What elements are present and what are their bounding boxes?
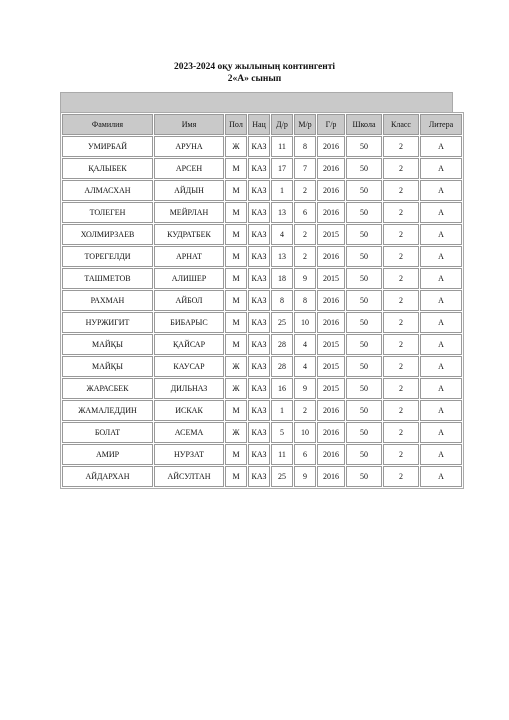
cell-letter: А (420, 444, 462, 465)
cell-letter: А (420, 334, 462, 355)
table-row (62, 202, 462, 223)
cell-gender: М (225, 246, 247, 267)
cell-school: 50 (346, 356, 382, 377)
cell-birth-year: 2016 (317, 312, 345, 333)
cell-letter: А (420, 312, 462, 333)
cell-birth-year: 2016 (317, 400, 345, 421)
cell-school: 50 (346, 334, 382, 355)
cell-gender: М (225, 312, 247, 333)
table-row (62, 246, 462, 267)
table-row (62, 224, 462, 245)
table-row (62, 180, 462, 201)
cell-name: КАУСАР (154, 356, 224, 377)
cell-letter: А (420, 158, 462, 179)
cell-birth-day: 4 (271, 224, 293, 245)
table-row (62, 136, 462, 157)
table-header-row (62, 114, 462, 135)
cell-birth-year: 2015 (317, 378, 345, 399)
cell-class: 2 (383, 422, 419, 443)
table-body (62, 136, 462, 487)
cell-school: 50 (346, 290, 382, 311)
header-birth-day: Д/р (271, 114, 293, 135)
cell-birth-month: 2 (294, 224, 316, 245)
cell-birth-year: 2016 (317, 290, 345, 311)
cell-nationality: КАЗ (248, 268, 270, 289)
cell-birth-year: 2016 (317, 136, 345, 157)
title-line-2: 2«А» сынып (227, 74, 282, 84)
cell-surname: ЖАМАЛЕДДИН (62, 400, 153, 421)
contingent-table-container (60, 92, 453, 489)
cell-birth-year: 2016 (317, 202, 345, 223)
cell-school: 50 (346, 268, 382, 289)
cell-school: 50 (346, 246, 382, 267)
cell-nationality: КАЗ (248, 180, 270, 201)
cell-birth-year: 2016 (317, 158, 345, 179)
table-row (62, 444, 462, 465)
cell-nationality: КАЗ (248, 312, 270, 333)
cell-name: ИСКАК (154, 400, 224, 421)
cell-gender: М (225, 400, 247, 421)
cell-name: АЙСУЛТАН (154, 466, 224, 487)
cell-name: АРУНА (154, 136, 224, 157)
cell-surname: МАЙҚЫ (62, 334, 153, 355)
cell-nationality: КАЗ (248, 444, 270, 465)
cell-name: КУДРАТБЕК (154, 224, 224, 245)
cell-letter: А (420, 422, 462, 443)
cell-nationality: КАЗ (248, 158, 270, 179)
cell-birth-month: 7 (294, 158, 316, 179)
header-school: Школа (346, 114, 382, 135)
cell-birth-day: 8 (271, 290, 293, 311)
cell-nationality: КАЗ (248, 334, 270, 355)
cell-nationality: КАЗ (248, 466, 270, 487)
cell-surname: УМИРБАЙ (62, 136, 153, 157)
cell-surname: БОЛАТ (62, 422, 153, 443)
cell-surname: РАХМАН (62, 290, 153, 311)
header-surname: Фамилия (62, 114, 153, 135)
table-row (62, 378, 462, 399)
cell-surname: МАЙҚЫ (62, 356, 153, 377)
cell-birth-day: 17 (271, 158, 293, 179)
cell-class: 2 (383, 444, 419, 465)
cell-school: 50 (346, 378, 382, 399)
cell-class: 2 (383, 378, 419, 399)
cell-class: 2 (383, 268, 419, 289)
cell-surname: ХОЛМИРЗАЕВ (62, 224, 153, 245)
cell-birth-year: 2015 (317, 334, 345, 355)
cell-school: 50 (346, 202, 382, 223)
cell-school: 50 (346, 312, 382, 333)
cell-surname: ТОРЕГЕЛДИ (62, 246, 153, 267)
document-title (0, 61, 509, 85)
cell-letter: А (420, 290, 462, 311)
cell-name: АЛИШЕР (154, 268, 224, 289)
cell-class: 2 (383, 224, 419, 245)
cell-class: 2 (383, 136, 419, 157)
header-nationality: Нац (248, 114, 270, 135)
cell-birth-day: 13 (271, 202, 293, 223)
cell-name: АЙБОЛ (154, 290, 224, 311)
cell-surname: НУРЖИГИТ (62, 312, 153, 333)
cell-surname: ЖАРАСБЕК (62, 378, 153, 399)
cell-birth-day: 25 (271, 466, 293, 487)
cell-name: АСЕМА (154, 422, 224, 443)
cell-birth-day: 13 (271, 246, 293, 267)
title-line-1: 2023-2024 оқу жылының контингенті (173, 62, 336, 72)
cell-gender: М (225, 334, 247, 355)
table-row (62, 312, 462, 333)
cell-birth-month: 4 (294, 356, 316, 377)
cell-nationality: КАЗ (248, 400, 270, 421)
cell-birth-month: 8 (294, 136, 316, 157)
cell-birth-year: 2015 (317, 224, 345, 245)
cell-name: ҚАЙСАР (154, 334, 224, 355)
cell-surname: АЙДАРХАН (62, 466, 153, 487)
cell-birth-year: 2016 (317, 466, 345, 487)
cell-name: МЕЙРЛАН (154, 202, 224, 223)
cell-school: 50 (346, 180, 382, 201)
cell-surname: ТОЛЕГЕН (62, 202, 153, 223)
cell-birth-year: 2016 (317, 246, 345, 267)
table-row (62, 356, 462, 377)
cell-birth-month: 10 (294, 312, 316, 333)
cell-birth-month: 2 (294, 246, 316, 267)
cell-nationality: КАЗ (248, 202, 270, 223)
header-birth-year: Г/р (317, 114, 345, 135)
cell-birth-month: 9 (294, 466, 316, 487)
header-letter: Литера (420, 114, 462, 135)
cell-birth-month: 10 (294, 422, 316, 443)
cell-gender: М (225, 202, 247, 223)
cell-letter: А (420, 356, 462, 377)
table-row (62, 158, 462, 179)
cell-gender: М (225, 180, 247, 201)
cell-birth-month: 6 (294, 444, 316, 465)
cell-school: 50 (346, 422, 382, 443)
cell-gender: Ж (225, 422, 247, 443)
cell-birth-year: 2015 (317, 356, 345, 377)
cell-letter: А (420, 136, 462, 157)
cell-birth-month: 9 (294, 378, 316, 399)
cell-name: ДИЛЬНАЗ (154, 378, 224, 399)
cell-nationality: КАЗ (248, 422, 270, 443)
cell-birth-day: 28 (271, 356, 293, 377)
cell-gender: М (225, 268, 247, 289)
cell-birth-day: 16 (271, 378, 293, 399)
cell-birth-day: 5 (271, 422, 293, 443)
cell-surname: АЛМАСХАН (62, 180, 153, 201)
cell-letter: А (420, 224, 462, 245)
header-class: Класс (383, 114, 419, 135)
table-row (62, 466, 462, 487)
header-gender: Пол (225, 114, 247, 135)
cell-birth-day: 1 (271, 400, 293, 421)
cell-nationality: КАЗ (248, 136, 270, 157)
cell-gender: Ж (225, 378, 247, 399)
contingent-table (60, 112, 464, 489)
cell-class: 2 (383, 356, 419, 377)
header-name: Имя (154, 114, 224, 135)
cell-name: АРСЕН (154, 158, 224, 179)
cell-school: 50 (346, 224, 382, 245)
cell-letter: А (420, 202, 462, 223)
table-header-band (60, 92, 453, 112)
table-row (62, 334, 462, 355)
cell-letter: А (420, 378, 462, 399)
cell-letter: А (420, 400, 462, 421)
cell-class: 2 (383, 202, 419, 223)
cell-gender: Ж (225, 136, 247, 157)
cell-birth-day: 11 (271, 136, 293, 157)
cell-birth-year: 2016 (317, 180, 345, 201)
cell-birth-month: 8 (294, 290, 316, 311)
cell-gender: М (225, 224, 247, 245)
cell-school: 50 (346, 400, 382, 421)
cell-nationality: КАЗ (248, 378, 270, 399)
cell-letter: А (420, 466, 462, 487)
cell-birth-year: 2016 (317, 422, 345, 443)
cell-name: НУРЗАТ (154, 444, 224, 465)
cell-letter: А (420, 268, 462, 289)
cell-class: 2 (383, 246, 419, 267)
cell-school: 50 (346, 136, 382, 157)
header-birth-month: М/р (294, 114, 316, 135)
cell-birth-month: 2 (294, 180, 316, 201)
cell-gender: М (225, 466, 247, 487)
table-row (62, 400, 462, 421)
cell-class: 2 (383, 290, 419, 311)
cell-class: 2 (383, 312, 419, 333)
cell-gender: Ж (225, 356, 247, 377)
cell-birth-day: 28 (271, 334, 293, 355)
cell-birth-month: 4 (294, 334, 316, 355)
cell-school: 50 (346, 158, 382, 179)
cell-name: АРНАТ (154, 246, 224, 267)
cell-surname: ҚАЛЫБЕК (62, 158, 153, 179)
cell-birth-day: 25 (271, 312, 293, 333)
cell-birth-day: 18 (271, 268, 293, 289)
cell-letter: А (420, 246, 462, 267)
cell-letter: А (420, 180, 462, 201)
cell-nationality: КАЗ (248, 356, 270, 377)
cell-birth-year: 2015 (317, 268, 345, 289)
cell-nationality: КАЗ (248, 290, 270, 311)
cell-birth-day: 11 (271, 444, 293, 465)
cell-birth-day: 1 (271, 180, 293, 201)
cell-nationality: КАЗ (248, 246, 270, 267)
table-row (62, 422, 462, 443)
cell-gender: М (225, 444, 247, 465)
cell-birth-month: 2 (294, 400, 316, 421)
cell-surname: ТАШМЕТОВ (62, 268, 153, 289)
cell-class: 2 (383, 334, 419, 355)
cell-birth-year: 2016 (317, 444, 345, 465)
cell-class: 2 (383, 180, 419, 201)
cell-gender: М (225, 158, 247, 179)
cell-school: 50 (346, 444, 382, 465)
cell-surname: АМИР (62, 444, 153, 465)
cell-class: 2 (383, 466, 419, 487)
cell-nationality: КАЗ (248, 224, 270, 245)
cell-name: БИБАРЫС (154, 312, 224, 333)
cell-gender: М (225, 290, 247, 311)
table-row (62, 268, 462, 289)
cell-school: 50 (346, 466, 382, 487)
cell-class: 2 (383, 158, 419, 179)
table-row (62, 290, 462, 311)
cell-birth-month: 6 (294, 202, 316, 223)
cell-name: АЙДЫН (154, 180, 224, 201)
cell-birth-month: 9 (294, 268, 316, 289)
cell-class: 2 (383, 400, 419, 421)
